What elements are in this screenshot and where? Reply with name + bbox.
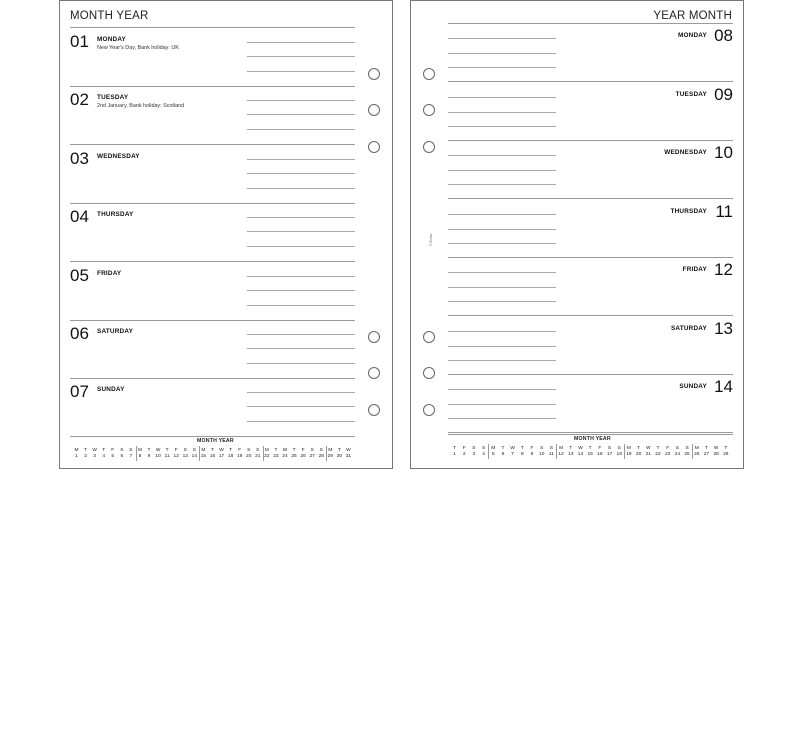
calendar-date: 17 [218,454,225,459]
day-number: 11 [715,201,733,221]
calendar-date: 3 [472,452,476,457]
calendar-weekday-letter: M [328,448,333,453]
calendar-weekday-letter: T [274,448,278,453]
writing-lines [247,145,355,203]
calendar-weekday-letter: W [346,448,351,453]
writing-line[interactable] [448,389,556,390]
calendar-date: 7 [511,452,514,457]
calendar-date: 9 [147,454,151,459]
day-name: TUESDAY [675,90,707,98]
writing-line[interactable] [247,231,355,232]
writing-line[interactable] [448,112,556,113]
calendar-date: 13 [568,452,574,457]
writing-line[interactable] [448,126,556,127]
calendar-weekday-letter: S [607,446,612,451]
day-block [411,140,745,198]
left-planner-page [59,0,393,469]
writing-line[interactable] [247,71,355,72]
calendar-weekday-letter: W [155,448,161,453]
writing-line[interactable] [448,331,556,332]
calendar-date: 22 [264,454,270,459]
calendar-weekday-letter: W [282,448,288,453]
writing-lines [448,199,556,257]
calendar-date: 28 [318,454,324,459]
calendar-weekday-letter: M [264,448,269,453]
calendar-date: 19 [626,452,632,457]
writing-line[interactable] [247,188,355,189]
day-block [411,374,745,432]
calendar-weekday-letter: S [481,446,486,451]
calendar-date: 30 [336,454,343,459]
calendar-weekday-letter: T [656,446,660,451]
calendar-date: 11 [548,452,554,457]
writing-line[interactable] [448,38,556,39]
binder-hole [368,141,380,153]
writing-lines [247,203,355,261]
writing-line[interactable] [448,404,556,405]
calendar-weekday-letter: S [183,448,187,453]
binder-hole [368,404,380,416]
writing-line[interactable] [448,272,556,273]
writing-line[interactable] [448,346,556,347]
right-planner-page [410,0,744,469]
calendar-weekday-letter: T [229,448,233,453]
day-block [60,28,394,86]
calendar-date: 14 [577,452,584,457]
writing-lines [448,316,556,374]
calendar-weekday-letter: T [147,448,151,453]
binder-hole [368,104,380,116]
calendar-weekday-letter: S [549,446,553,451]
right-mini-calendar [448,434,733,462]
calendar-date: 4 [482,452,485,457]
day-divider [448,432,733,433]
calendar-date: 8 [138,454,142,459]
day-name: MONDAY [97,36,127,43]
calendar-weekday-letter: S [192,448,196,453]
calendar-weekday-letter: T [569,446,573,451]
day-note: New Year's Day, Bank holiday: UK [97,45,179,51]
day-block [60,203,394,261]
binder-hole [423,331,435,343]
writing-lines [247,28,355,86]
day-name: SATURDAY [670,324,707,332]
calendar-weekday-letter: W [219,448,224,453]
writing-line[interactable] [247,42,355,43]
writing-lines [247,320,355,378]
writing-line[interactable] [448,229,556,230]
calendar-date: 12 [173,454,179,459]
calendar-weekday-letter: M [201,448,206,453]
binder-hole [368,367,380,379]
day-number: 02 [70,90,89,110]
calendar-weekday-letter: T [704,446,708,451]
writing-lines [448,23,556,81]
calendar-rule [70,436,355,437]
calendar-weekday-letter: S [310,448,314,453]
day-block [411,199,745,257]
calendar-date: 7 [129,454,133,459]
writing-line[interactable] [247,129,355,130]
calendar-date: 29 [327,454,333,459]
calendar-weekday-letter: T [84,448,88,453]
calendar-date: 21 [645,452,651,457]
calendar-date: 27 [309,454,315,459]
mini-calendar-title: MONTH YEAR [197,438,234,444]
mini-calendar-title: MONTH YEAR [574,436,611,442]
calendar-date: 18 [616,452,622,457]
calendar-date: 2 [462,452,466,457]
writing-line[interactable] [448,184,556,185]
day-block [60,320,394,378]
writing-line[interactable] [448,418,556,419]
calendar-date: 9 [530,452,534,457]
writing-lines [448,374,556,432]
writing-line[interactable] [247,348,355,349]
writing-lines [247,378,355,436]
calendar-weekday-letter: F [666,446,670,451]
calendar-weekday-letter: S [540,446,544,451]
left-mini-calendar [70,436,355,464]
day-block [60,145,394,203]
calendar-weekday-letter: M [626,446,631,451]
day-block [411,23,745,81]
calendar-weekday-letter: T [453,446,456,451]
calendar-date: 24 [674,452,681,457]
day-number: 05 [70,265,89,285]
calendar-weekday-letter: S [247,448,251,453]
calendar-weekday-letter: W [510,446,515,451]
calendar-weekday-letter: F [530,446,534,451]
writing-line[interactable] [448,53,556,54]
calendar-date: 15 [200,454,207,459]
writing-line[interactable] [247,392,355,393]
binder-hole [423,367,435,379]
binder-hole [368,331,380,343]
calendar-date: 5 [111,454,115,459]
calendar-date: 29 [723,452,729,457]
calendar-date: 10 [155,454,161,459]
writing-line[interactable] [448,360,556,361]
day-number: 09 [714,84,733,104]
calendar-date: 24 [282,454,288,459]
calendar-weekday-letter: F [598,446,602,451]
calendar-weekday-letter: W [578,446,583,451]
calendar-date: 1 [75,454,78,459]
calendar-weekday-letter: M [559,446,564,451]
calendar-weekday-letter: F [174,448,178,453]
calendar-date: 26 [300,454,306,459]
writing-line[interactable] [247,246,355,247]
writing-line[interactable] [247,421,355,422]
calendar-date: 4 [102,454,106,459]
day-block [411,316,745,374]
calendar-weekday-letter: S [256,448,260,453]
calendar-weekday-letter: M [74,448,79,453]
writing-line[interactable] [247,159,355,160]
day-name: SATURDAY [97,328,134,335]
calendar-weekday-letter: M [694,446,699,451]
writing-line[interactable] [448,155,556,156]
left-page-title: MONTH YEAR [70,10,149,22]
writing-line[interactable] [448,214,556,215]
writing-lines [448,257,556,315]
binder-hole [423,404,435,416]
calendar-date: 20 [635,452,642,457]
day-number: 12 [714,260,733,279]
day-block [411,82,745,140]
binder-hole [423,104,435,116]
calendar-date: 25 [291,454,297,459]
calendar-date: 18 [227,454,234,459]
writing-line[interactable] [247,305,355,306]
calendar-weekday-letter: M [137,448,142,453]
calendar-date: 23 [665,452,671,457]
calendar-date: 5 [491,452,495,457]
calendar-date: 16 [597,452,603,457]
writing-line[interactable] [448,170,556,171]
calendar-weekday-letter: S [675,446,679,451]
calendar-weekday-letter: T [520,446,524,451]
day-name: SUNDAY [97,386,125,394]
calendar-date: 1 [453,452,456,457]
calendar-weekday-letter: T [292,448,296,453]
calendar-weekday-letter: S [617,446,621,451]
writing-line[interactable] [448,97,556,98]
day-block [60,86,394,144]
day-number: 14 [714,377,733,396]
calendar-date: 14 [191,454,197,459]
writing-line[interactable] [448,287,556,288]
calendar-weekday-letter: F [238,448,242,453]
day-name: MONDAY [677,32,707,39]
calendar-date: 31 [345,454,352,459]
binder-hole [368,68,380,80]
writing-lines [448,82,556,140]
day-name: WEDNESDAY [664,149,707,156]
calendar-weekday-letter: F [111,448,115,453]
calendar-weekday-letter: S [129,448,133,453]
writing-line[interactable] [247,363,355,364]
calendar-date: 19 [236,454,243,459]
day-block [60,262,394,320]
writing-line[interactable] [247,276,355,277]
calendar-date: 12 [558,452,564,457]
day-number: 08 [714,26,733,45]
calendar-date: 23 [273,454,279,459]
day-number: 06 [70,324,89,343]
day-number: 04 [70,207,89,227]
day-number: 01 [70,32,89,51]
day-number: 13 [714,318,733,338]
calendar-weekday-letter: S [120,448,124,453]
day-name: FRIDAY [97,269,122,277]
binder-hole [423,141,435,153]
calendar-weekday-letter: S [685,446,689,451]
day-number: 10 [714,143,733,162]
calendar-date: 6 [120,454,124,459]
calendar-rule [448,434,733,435]
calendar-weekday-letter: T [102,448,106,453]
calendar-date: 22 [655,452,661,457]
writing-line[interactable] [247,173,355,174]
day-block [411,257,745,315]
calendar-date: 27 [703,452,710,457]
calendar-weekday-letter: W [646,446,651,451]
calendar-weekday-letter: T [501,446,505,451]
writing-line[interactable] [247,334,355,335]
writing-line[interactable] [247,290,355,291]
calendar-weekday-letter: S [472,446,476,451]
day-name: FRIDAY [682,266,707,273]
calendar-weekday-letter: T [210,448,214,453]
calendar-weekday-letter: S [319,448,323,453]
calendar-weekday-letter: M [491,446,496,451]
calendar-date: 15 [587,452,593,457]
calendar-date: 6 [501,452,505,457]
day-name: WEDNESDAY [97,152,140,160]
calendar-date: 10 [539,452,545,457]
calendar-date: 20 [246,454,252,459]
day-number: 03 [70,148,89,168]
right-page-title: YEAR MONTH [653,10,732,22]
calendar-weekday-letter: W [92,448,97,453]
binder-hole [423,68,435,80]
writing-line[interactable] [247,217,355,218]
day-number: 07 [70,382,89,402]
calendar-date: 26 [694,452,700,457]
day-name: SUNDAY [679,383,707,390]
brand-mark: © filofax [429,233,433,246]
day-name: THURSDAY [97,211,134,219]
calendar-weekday-letter: T [337,448,341,453]
day-block [60,378,394,436]
calendar-date: 11 [164,454,170,459]
writing-line[interactable] [448,67,556,68]
calendar-weekday-letter: T [724,446,728,451]
calendar-date: 28 [713,452,719,457]
calendar-date: 16 [209,454,216,459]
calendar-date: 25 [684,452,690,457]
writing-line[interactable] [247,100,355,101]
calendar-date: 2 [84,454,87,459]
writing-line[interactable] [247,406,355,407]
calendar-weekday-letter: T [165,448,169,453]
writing-lines [247,86,355,144]
writing-line[interactable] [448,243,556,244]
calendar-date: 17 [606,452,613,457]
writing-lines [247,262,355,320]
day-note: 2nd January. Bank holiday: Scotland [97,103,185,110]
calendar-weekday-letter: W [713,446,719,451]
writing-line[interactable] [448,301,556,302]
calendar-date: 21 [255,454,261,459]
day-name: THURSDAY [670,207,707,215]
writing-line[interactable] [247,114,355,115]
day-name: TUESDAY [97,94,129,102]
calendar-date: 13 [182,454,188,459]
calendar-date: 8 [520,452,524,457]
writing-line[interactable] [247,56,355,57]
calendar-weekday-letter: F [462,446,466,451]
calendar-weekday-letter: T [637,446,641,451]
calendar-date: 3 [93,454,96,459]
writing-lines [448,140,556,198]
calendar-weekday-letter: T [588,446,592,451]
calendar-weekday-letter: F [301,448,305,453]
